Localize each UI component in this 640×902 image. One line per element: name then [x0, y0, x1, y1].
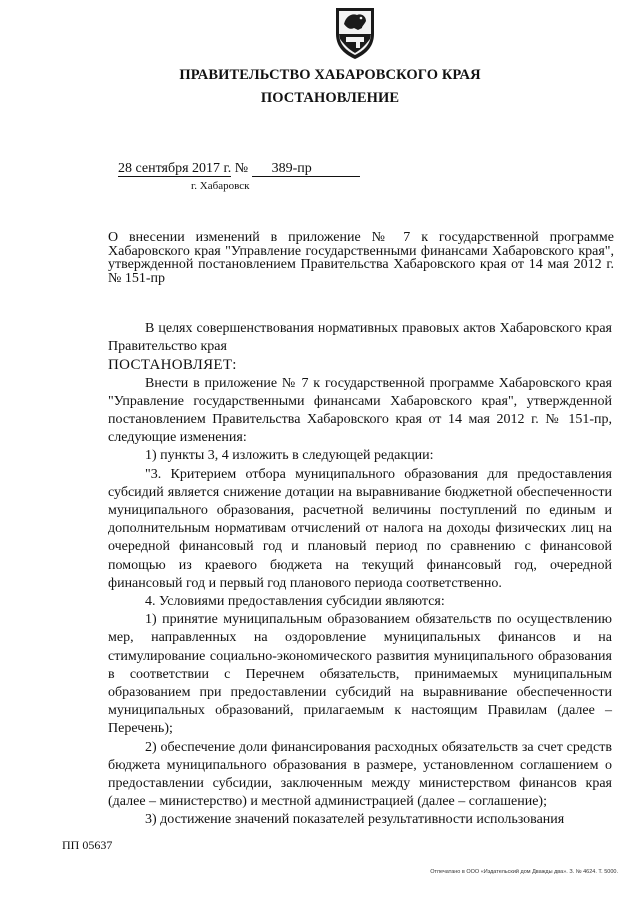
body-paragraph: "3. Критерием отбора муниципального образования для предоставления субсидий является снижение дотации на выравнивание бюджетной обеспеченности муниципального образования, расчетной величины поступлений по единым и дополнительным нормативам отчислений от налога на доходы физических лиц на очередной финансовый год и плановый период по сравнению с финансовой помощью из краевого бюджета на текущий финансовый год, очередной финансовый год и первый год планового периода соответственно.	[108, 466, 612, 591]
body-paragraph: Внести в приложение № 7 к государственной программе Хабаровского края "Управление государственными финансами Хабаровского края", утвержденной постановлением Правительства Хабаровского края от 14 мая 2012 г. № 151-пр, следующие изменения:	[108, 375, 612, 446]
body-paragraph: 1) принятие муниципальным образованием обязательств по осуществлению мер, направленных на оздоровление муниципальных финансов и на стимулирование социально-экономического развития муниципального образования в соответствии с Перечнем обязательств, принимаемых муниципальным образованием при предоставлении субсидий на выравнивание обеспеченности муниципальных образований, прилагаемым к настоящим Правилам (далее – Перечень);	[108, 612, 612, 737]
document-subject: О внесении изменений в приложение № 7 к государственной программе Хабаровского края "Управление государственными финансами Хабаровского края", утвержденной постановлением Правительства Хабаровского края от 14 мая 2012 г. № 151-пр	[108, 230, 614, 286]
body-paragraph: 3) достижение значений показателей результативности использования	[145, 812, 565, 828]
date-number-line	[118, 161, 360, 177]
number-sign: №	[234, 161, 249, 176]
body-paragraph: 4. Условиями предоставления субсидии являются:	[145, 594, 445, 610]
coat-of-arms-icon	[332, 4, 378, 60]
document-number: 389-пр	[252, 162, 360, 177]
government-title: ПРАВИТЕЛЬСТВО ХАБАРОВСКОГО КРАЯ	[179, 67, 481, 83]
document-date: 28 сентября 2017 г.	[118, 161, 232, 176]
body-paragraph: 1) пункты 3, 4 изложить в следующей редакции:	[145, 448, 434, 464]
document-body	[108, 320, 612, 830]
body-paragraph: 2) обеспечение доли финансирования расходных обязательств за счет средств бюджета муниципального образования в размере, установленном соглашением о предоставлении субсидии, заключенным между министерством финансов края (далее – министерство) и местной администрацией (далее – соглашение);	[108, 739, 612, 810]
document-type-title: ПОСТАНОВЛЕНИЕ	[260, 90, 400, 106]
resolve-heading: ПОСТАНОВЛЯЕТ:	[108, 357, 237, 374]
document-code: ПП 05637	[62, 838, 113, 852]
print-note: Отпечатано в ООО «Издательский дом Дважды два». З. № 4624. Т. 5000.	[430, 869, 618, 875]
body-paragraph-intro: В целях совершенствования нормативных правовых актов Хабаровского края Правительство края	[108, 321, 612, 355]
city-label: г. Хабаровск	[191, 180, 250, 192]
